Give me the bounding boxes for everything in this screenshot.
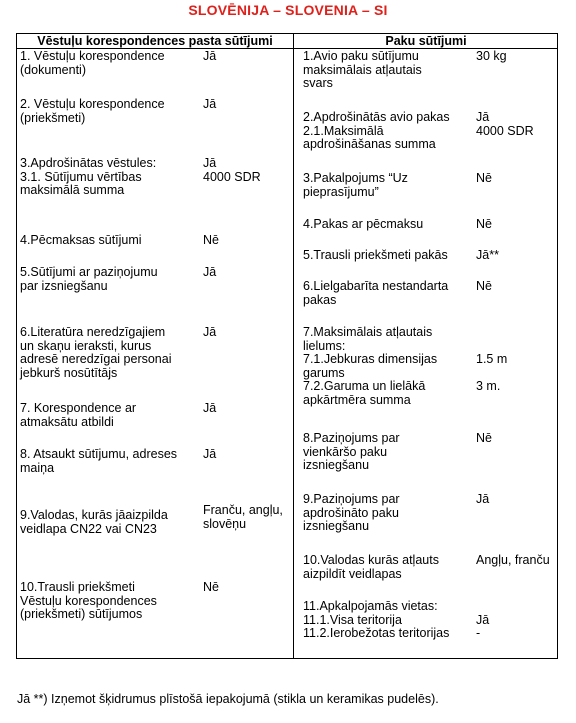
parcels-row-1-label: 1.Avio paku sūtījumu maksimālais atļautais svars bbox=[303, 49, 422, 91]
letters-row-4-label: 4.Pēcmaksas sūtījumi bbox=[20, 233, 142, 247]
letters-row-3-label: 3.Apdrošinātas vēstules: 3.1. Sūtījumu vērtības maksimālā summa bbox=[20, 156, 157, 198]
parcels-row-10-label: 10.Valodas kurās atļauts aizpildīt veidlapas bbox=[303, 553, 439, 581]
parcels-row-7-label: 7.Maksimālais atļautais lielums: 7.1.Jebkuras dimensijas garums 7.2.Garuma un lielākā apkārtmēra summa bbox=[303, 325, 438, 407]
letters-row-2-value: Jā bbox=[203, 97, 217, 111]
parcels-row-3-value: Nē bbox=[476, 171, 492, 185]
letters-row-6-label: 6.Literatūra neredzīgajiem un skaņu ieraksti, kurus adresē neredzīgai personai jebkurš nosūtītājs bbox=[20, 325, 172, 380]
letters-row-2-label: 2. Vēstuļu korespondence (priekšmeti) bbox=[20, 97, 165, 125]
parcels-row-1-value: 30 kg bbox=[476, 49, 507, 63]
letters-row-5-value: Jā bbox=[203, 265, 217, 279]
column-divider bbox=[293, 34, 294, 658]
letters-row-10-label: 10.Trausli priekšmeti Vēstuļu korespondences (priekšmeti) sūtījumos bbox=[20, 580, 157, 622]
letters-row-7-label: 7. Korespondence ar atmaksātu atbildi bbox=[20, 401, 137, 429]
parcels-row-6-label: 6.Lielgabarīta nestandarta pakas bbox=[303, 279, 449, 307]
parcels-row-9-label: 9.Paziņojums par apdrošināto paku izsniegšanu bbox=[303, 492, 400, 534]
parcels-row-8-label: 8.Paziņojums par vienkāršo paku izsniegšanu bbox=[303, 431, 400, 473]
parcels-row-5-value: Jā** bbox=[476, 248, 499, 262]
footnote: Jā **) Izņemot šķidrumus plīstošā iepakojumā (stikla un keramikas pudelēs). bbox=[17, 692, 439, 706]
letters-row-7-value: Jā bbox=[203, 401, 217, 415]
parcels-row-2-value: Jā 4000 SDR bbox=[476, 110, 534, 138]
letters-row-3-value: Jā 4000 SDR bbox=[203, 156, 261, 184]
letters-row-5-label: 5.Sūtījumi ar paziņojumu par izsniegšanu bbox=[20, 265, 158, 293]
parcels-row-9-value: Jā bbox=[476, 492, 490, 506]
parcels-row-7-value: 1.5 m 3 m. bbox=[476, 352, 508, 394]
parcels-row-2-label: 2.Apdrošinātās avio pakas 2.1.Maksimālā apdrošināšanas summa bbox=[303, 110, 450, 152]
parcels-row-5-label: 5.Trausli priekšmeti pakās bbox=[303, 248, 448, 262]
parcels-row-10-value: Angļu, franču bbox=[476, 553, 550, 567]
header-parcels: Paku sūtījumi bbox=[385, 34, 467, 48]
services-table bbox=[16, 33, 558, 659]
letters-row-6-value: Jā bbox=[203, 325, 217, 339]
parcels-row-11-value: Jā - bbox=[476, 612, 490, 641]
letters-row-1-value: Jā bbox=[203, 49, 217, 63]
letters-row-9-label: 9.Valodas, kurās jāaizpilda veidlapa CN22 vai CN23 bbox=[20, 508, 168, 536]
letters-row-8-value: Jā bbox=[203, 447, 217, 461]
parcels-row-6-value: Nē bbox=[476, 279, 492, 293]
letters-row-4-value: Nē bbox=[203, 233, 219, 247]
letters-row-1-label: 1. Vēstuļu korespondence (dokumenti) bbox=[20, 49, 165, 77]
page-title: SLOVĒNIJA – SLOVENIA – SI bbox=[188, 2, 388, 18]
parcels-row-3-label: 3.Pakalpojums “Uz pieprasījumu” bbox=[303, 171, 408, 199]
parcels-row-8-value: Nē bbox=[476, 431, 492, 445]
header-letters: Vēstuļu korespondences pasta sūtījumi bbox=[37, 34, 273, 48]
parcels-row-4-label: 4.Pakas ar pēcmaksu bbox=[303, 217, 424, 231]
letters-row-10-value: Nē bbox=[203, 580, 219, 594]
letters-row-8-label: 8. Atsaukt sūtījumu, adreses maiņa bbox=[20, 447, 178, 475]
letters-row-9-value: Franču, angļu, slovēņu bbox=[203, 503, 283, 531]
parcels-row-4-value: Nē bbox=[476, 217, 492, 231]
parcels-row-11-label: 11.Apkalpojamās vietas: 11.1.Visa teritorija 11.2.Ierobežotas teritorijas bbox=[303, 599, 450, 641]
